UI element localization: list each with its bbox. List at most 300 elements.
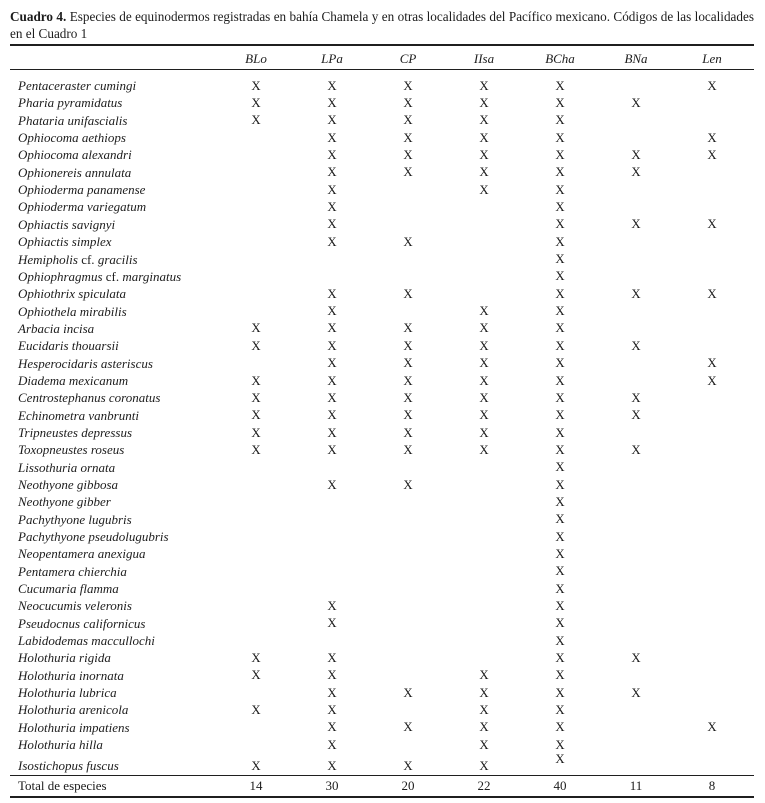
presence-mark: X	[327, 338, 337, 353]
presence-mark: X	[631, 685, 641, 700]
column-header-len: Len	[702, 51, 722, 66]
mark-cell-bcha	[522, 565, 598, 578]
mark-cell-bcha	[522, 270, 598, 283]
presence-mark: X	[479, 668, 489, 683]
presence-mark: X	[631, 148, 641, 163]
presence-mark: X	[555, 304, 565, 319]
species-name: Echinometra vanbrunti	[18, 407, 139, 423]
presence-mark: X	[555, 512, 565, 527]
presence-mark: X	[327, 130, 337, 145]
presence-mark: X	[403, 130, 413, 145]
presence-mark: X	[479, 113, 489, 128]
presence-mark: X	[327, 442, 337, 457]
mark-cell-bcha	[522, 600, 598, 613]
mark-cell-bna	[598, 166, 674, 179]
mark-cell-lpa	[294, 760, 370, 773]
mark-cell-cp	[370, 427, 446, 440]
species-name: Holothuria rigida	[18, 650, 111, 666]
mark-cell-lpa	[294, 184, 370, 197]
mark-cell-iisa	[446, 739, 522, 752]
mark-cell-bcha	[522, 184, 598, 197]
presence-mark: X	[707, 373, 717, 388]
presence-mark: X	[555, 752, 565, 767]
presence-mark: X	[479, 390, 489, 405]
presence-mark: X	[327, 598, 337, 613]
mark-cell-blo	[218, 375, 294, 388]
species-name: Holothuria hilla	[18, 737, 103, 753]
presence-mark: X	[251, 373, 261, 388]
presence-mark: X	[327, 321, 337, 336]
presence-mark: X	[251, 759, 261, 774]
mark-cell-cp	[370, 375, 446, 388]
mark-cell-bcha	[522, 288, 598, 301]
mark-cell-bcha	[522, 704, 598, 717]
presence-mark: X	[555, 252, 565, 267]
presence-mark: X	[479, 165, 489, 180]
mark-cell-bna	[598, 687, 674, 700]
presence-mark: X	[631, 442, 641, 457]
mark-cell-lpa	[294, 80, 370, 93]
mark-cell-bcha	[522, 583, 598, 596]
mark-cell-lpa	[294, 166, 370, 179]
presence-mark: X	[251, 651, 261, 665]
mark-cell-iisa	[446, 444, 522, 457]
presence-mark: X	[251, 442, 261, 457]
presence-mark: X	[251, 96, 261, 110]
presence-mark: X	[631, 286, 641, 301]
mark-cell-bna	[598, 340, 674, 353]
table-row	[10, 129, 754, 146]
presence-mark: X	[555, 460, 565, 475]
mark-cell-iisa	[446, 375, 522, 388]
mark-cell-lpa	[294, 704, 370, 717]
species-name: Phataria unifascialis	[18, 112, 128, 128]
mark-cell-bcha	[522, 357, 598, 370]
presence-mark: X	[327, 182, 337, 197]
species-name: Holothuria arenicola	[18, 702, 129, 718]
mark-cell-bcha	[522, 340, 598, 353]
mark-cell-cp	[370, 236, 446, 249]
mark-cell-cp	[370, 149, 446, 162]
presence-mark: X	[251, 338, 261, 353]
presence-mark: X	[403, 442, 413, 457]
mark-cell-iisa	[446, 114, 522, 127]
presence-mark: X	[403, 373, 413, 388]
mark-cell-bcha	[522, 427, 598, 440]
mark-cell-bcha	[522, 236, 598, 249]
species-name: Pharia pyramidatus	[18, 95, 123, 111]
presence-mark: X	[555, 338, 565, 353]
presence-mark: X	[403, 286, 413, 301]
species-name: Eucidaris thouarsii	[18, 338, 119, 354]
mark-cell-cp	[370, 166, 446, 179]
mark-cell-bna	[598, 149, 674, 162]
presence-mark: X	[555, 234, 565, 249]
presence-mark: X	[479, 130, 489, 145]
presence-mark: X	[479, 356, 489, 371]
presence-mark: X	[555, 148, 565, 163]
presence-mark: X	[555, 286, 565, 301]
presence-mark: X	[555, 720, 565, 735]
mark-cell-cp	[370, 760, 446, 773]
presence-mark: X	[403, 685, 413, 700]
table-row	[10, 511, 754, 528]
table-row	[10, 752, 754, 775]
table-row	[10, 216, 754, 233]
mark-cell-cp	[370, 357, 446, 370]
mark-cell-lpa	[294, 114, 370, 127]
mark-cell-bcha	[522, 375, 598, 388]
presence-mark: X	[403, 356, 413, 371]
mark-cell-bna	[598, 288, 674, 301]
species-name: Neocucumis veleronis	[18, 598, 132, 614]
presence-mark: X	[555, 737, 565, 752]
presence-mark: X	[555, 564, 565, 579]
mark-cell-blo	[218, 669, 294, 682]
mark-cell-blo	[218, 427, 294, 440]
presence-mark: X	[479, 737, 489, 752]
presence-mark: X	[479, 338, 489, 353]
table-row	[10, 442, 754, 459]
presence-mark: X	[251, 668, 261, 683]
presence-mark: X	[555, 390, 565, 405]
species-name: Neothyone gibbosa	[18, 476, 119, 492]
table-body	[10, 70, 754, 775]
species-name: Ophioderma panamense	[18, 182, 146, 198]
mark-cell-bcha	[522, 114, 598, 127]
presence-mark: X	[479, 425, 489, 440]
presence-mark: X	[327, 356, 337, 371]
table-row	[10, 667, 754, 684]
rule-bottom	[10, 796, 754, 798]
species-name: Arbacia incisa	[18, 320, 95, 336]
presence-mark: X	[251, 78, 261, 93]
mark-cell-iisa	[446, 721, 522, 734]
table-row	[10, 407, 754, 424]
mark-cell-bcha	[522, 687, 598, 700]
mark-cell-bcha	[522, 409, 598, 422]
mark-cell-iisa	[446, 132, 522, 145]
mark-cell-bna	[598, 392, 674, 405]
table-caption-number: Cuadro 4.	[10, 9, 67, 24]
table-header-row	[10, 46, 754, 69]
mark-cell-lpa	[294, 617, 370, 630]
table-row	[10, 112, 754, 129]
mark-cell-lpa	[294, 322, 370, 335]
total-label: Total de especies	[18, 778, 107, 794]
table-row	[10, 719, 754, 736]
mark-cell-iisa	[446, 704, 522, 717]
mark-cell-len	[674, 357, 750, 370]
total-value-len: 8	[708, 778, 716, 794]
presence-mark: X	[555, 78, 565, 93]
mark-cell-iisa	[446, 427, 522, 440]
presence-mark: X	[479, 304, 489, 319]
presence-mark: X	[327, 720, 337, 735]
mark-cell-bna	[598, 409, 674, 422]
mark-cell-iisa	[446, 409, 522, 422]
species-name: Neopentamera anexigua	[18, 546, 146, 562]
mark-cell-iisa	[446, 687, 522, 700]
presence-mark: X	[479, 720, 489, 735]
table-row	[10, 424, 754, 441]
mark-cell-iisa	[446, 392, 522, 405]
mark-cell-lpa	[294, 357, 370, 370]
presence-mark: X	[479, 148, 489, 163]
mark-cell-cp	[370, 114, 446, 127]
presence-mark: X	[251, 113, 261, 128]
presence-mark: X	[555, 217, 565, 232]
species-name: Holothuria inornata	[18, 667, 124, 683]
presence-mark: X	[327, 425, 337, 440]
presence-mark: X	[631, 651, 641, 665]
mark-cell-blo	[218, 80, 294, 93]
mark-cell-bcha	[522, 201, 598, 214]
mark-cell-bcha	[522, 149, 598, 162]
presence-mark: X	[327, 685, 337, 700]
presence-mark: X	[327, 113, 337, 128]
mark-cell-bna	[598, 444, 674, 457]
presence-mark: X	[631, 217, 641, 232]
table-row	[10, 320, 754, 337]
mark-cell-cp	[370, 392, 446, 405]
mark-cell-bcha	[522, 322, 598, 335]
presence-mark: X	[631, 408, 641, 423]
presence-mark: X	[555, 165, 565, 180]
presence-mark: X	[251, 321, 261, 336]
column-header-bcha: BCha	[545, 51, 575, 66]
species-name: Holothuria impatiens	[18, 719, 130, 735]
mark-cell-lpa	[294, 479, 370, 492]
presence-mark: X	[555, 96, 565, 110]
presence-mark: X	[479, 78, 489, 93]
mark-cell-bcha	[522, 531, 598, 544]
presence-mark: X	[479, 408, 489, 423]
table-row	[10, 702, 754, 719]
mark-cell-iisa	[446, 305, 522, 318]
mark-cell-len	[674, 288, 750, 301]
table-row	[10, 251, 754, 268]
presence-mark: X	[631, 165, 641, 180]
table-row	[10, 233, 754, 250]
mark-cell-bcha	[522, 752, 598, 773]
species-name: Hesperocidaris asteriscus	[18, 355, 153, 371]
mark-cell-iisa	[446, 97, 522, 110]
presence-mark: X	[555, 373, 565, 388]
mark-cell-cp	[370, 322, 446, 335]
presence-mark: X	[403, 321, 413, 336]
table-row	[10, 632, 754, 649]
mark-cell-bcha	[522, 166, 598, 179]
presence-mark: X	[631, 96, 641, 110]
presence-mark: X	[555, 113, 565, 128]
mark-cell-bna	[598, 97, 674, 110]
presence-mark: X	[555, 668, 565, 683]
presence-mark: X	[327, 96, 337, 110]
presence-mark: X	[403, 759, 413, 774]
species-name: Pentaceraster cumingi	[18, 78, 137, 94]
column-header-lpa: LPa	[321, 51, 343, 66]
table-row	[10, 615, 754, 632]
presence-mark: X	[555, 581, 565, 596]
table-row	[10, 77, 754, 94]
mark-cell-lpa	[294, 444, 370, 457]
mark-cell-bcha	[522, 479, 598, 492]
mark-cell-bcha	[522, 253, 598, 266]
mark-cell-bcha	[522, 548, 598, 561]
presence-mark: X	[327, 200, 337, 215]
species-name: Pseudocnus californicus	[18, 615, 146, 631]
presence-mark: X	[555, 321, 565, 336]
mark-cell-iisa	[446, 340, 522, 353]
mark-cell-lpa	[294, 392, 370, 405]
species-name: Isostichopus fuscus	[18, 758, 119, 774]
presence-mark: X	[327, 759, 337, 774]
presence-mark: X	[327, 651, 337, 665]
presence-mark: X	[403, 165, 413, 180]
mark-cell-blo	[218, 392, 294, 405]
table-row	[10, 199, 754, 216]
table-row	[10, 546, 754, 563]
presence-mark: X	[555, 598, 565, 613]
table-row	[10, 181, 754, 198]
presence-mark: X	[403, 390, 413, 405]
table-row	[10, 147, 754, 164]
presence-mark: X	[555, 442, 565, 457]
table-caption-text: Especies de equinodermos registradas en bahía Chamela y en otras localidades del Pacífico mexicano. Códigos de las localidades en el Cuadro 1	[10, 9, 754, 41]
mark-cell-cp	[370, 444, 446, 457]
mark-cell-lpa	[294, 97, 370, 110]
header-spacer	[10, 52, 218, 65]
species-name: Tripneustes depressus	[18, 424, 132, 440]
mark-cell-lpa	[294, 669, 370, 682]
presence-mark: X	[251, 408, 261, 423]
total-value-iisa: 22	[477, 778, 491, 794]
presence-mark: X	[327, 234, 337, 249]
presence-mark: X	[403, 78, 413, 93]
total-value-bna: 11	[629, 778, 643, 794]
mark-cell-bcha	[522, 513, 598, 526]
presence-mark: X	[479, 373, 489, 388]
mark-cell-blo	[218, 114, 294, 127]
mark-cell-bcha	[522, 721, 598, 734]
species-name: Centrostephanus coronatus	[18, 390, 161, 406]
mark-cell-bcha	[522, 218, 598, 231]
presence-mark: X	[555, 182, 565, 197]
mark-cell-lpa	[294, 201, 370, 214]
table-row	[10, 338, 754, 355]
mark-cell-len	[674, 375, 750, 388]
mark-cell-lpa	[294, 721, 370, 734]
column-header-iisa: IIsa	[473, 51, 495, 66]
species-name: Ophioderma variegatum	[18, 199, 147, 215]
mark-cell-iisa	[446, 357, 522, 370]
mark-cell-cp	[370, 721, 446, 734]
species-name: Ophiophragmus cf. marginatus	[18, 268, 182, 284]
table-row	[10, 736, 754, 753]
table-row	[10, 303, 754, 320]
presence-mark: X	[403, 720, 413, 735]
presence-mark: X	[631, 390, 641, 405]
presence-mark: X	[327, 703, 337, 718]
species-name: Toxopneustes roseus	[18, 442, 125, 458]
presence-mark: X	[555, 408, 565, 423]
presence-mark: X	[555, 356, 565, 371]
mark-cell-bna	[598, 218, 674, 231]
mark-cell-len	[674, 132, 750, 145]
total-value-lpa: 30	[325, 778, 339, 794]
mark-cell-iisa	[446, 149, 522, 162]
mark-cell-blo	[218, 704, 294, 717]
species-name: Ophionereis annulata	[18, 164, 132, 180]
mark-cell-bna	[598, 652, 674, 665]
presence-mark: X	[555, 269, 565, 284]
presence-mark: X	[555, 130, 565, 145]
mark-cell-lpa	[294, 132, 370, 145]
presence-mark: X	[479, 182, 489, 197]
mark-cell-bcha	[522, 496, 598, 509]
mark-cell-iisa	[446, 166, 522, 179]
presence-mark: X	[707, 130, 717, 145]
presence-mark: X	[707, 78, 717, 93]
table-row	[10, 684, 754, 701]
mark-cell-lpa	[294, 236, 370, 249]
column-header-bna: BNa	[624, 51, 648, 66]
species-name: Diadema mexicanum	[18, 372, 129, 388]
presence-mark: X	[555, 425, 565, 440]
presence-mark: X	[327, 668, 337, 683]
table-row	[10, 268, 754, 285]
mark-cell-blo	[218, 340, 294, 353]
mark-cell-blo	[218, 760, 294, 773]
mark-cell-cp	[370, 97, 446, 110]
species-name: Ophiocoma alexandri	[18, 147, 132, 163]
species-name: Pachythyone lugubris	[18, 511, 132, 527]
presence-mark: X	[555, 529, 565, 544]
presence-mark: X	[403, 234, 413, 249]
presence-mark: X	[555, 477, 565, 492]
total-row	[10, 776, 754, 796]
presence-mark: X	[707, 720, 717, 735]
presence-mark: X	[327, 286, 337, 301]
mark-cell-lpa	[294, 739, 370, 752]
total-value-blo: 14	[249, 778, 263, 794]
mark-cell-iisa	[446, 184, 522, 197]
mark-cell-bcha	[522, 80, 598, 93]
species-name: Hemipholis cf. gracilis	[18, 251, 138, 267]
presence-mark: X	[707, 286, 717, 301]
table-caption	[10, 8, 754, 42]
total-value-bcha: 40	[553, 778, 567, 794]
mark-cell-bcha	[522, 635, 598, 648]
presence-mark: X	[707, 148, 717, 163]
presence-mark: X	[631, 338, 641, 353]
mark-cell-bcha	[522, 739, 598, 752]
table-row	[10, 459, 754, 476]
presence-mark: X	[251, 390, 261, 405]
presence-mark: X	[403, 148, 413, 163]
presence-mark: X	[327, 477, 337, 492]
presence-mark: X	[327, 217, 337, 232]
table-row	[10, 164, 754, 181]
mark-cell-bcha	[522, 392, 598, 405]
species-name: Holothuria lubrica	[18, 685, 117, 701]
presence-mark: X	[327, 165, 337, 180]
mark-cell-len	[674, 721, 750, 734]
table-row	[10, 355, 754, 372]
presence-mark: X	[479, 321, 489, 336]
table-container	[10, 8, 754, 798]
